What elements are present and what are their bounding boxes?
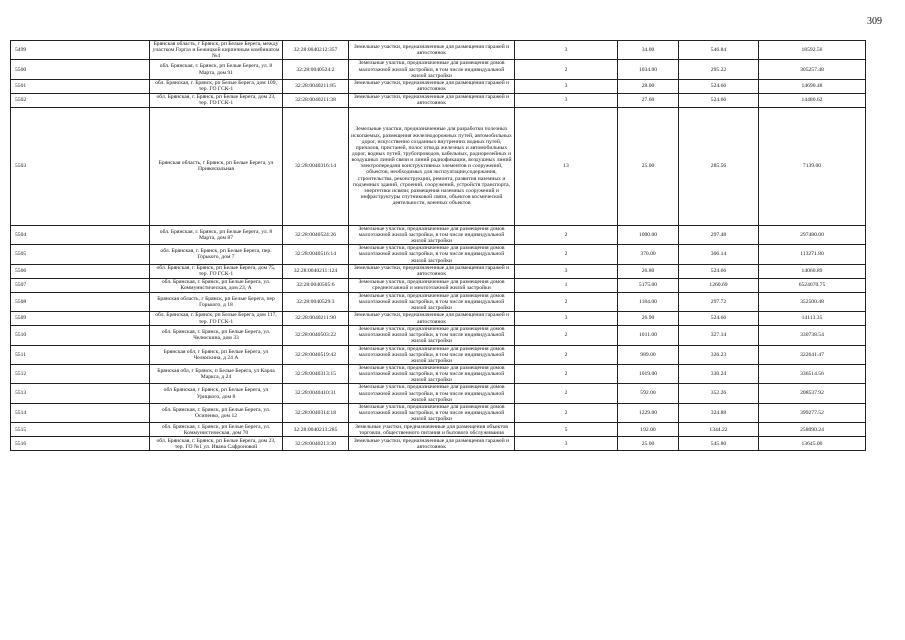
row-number: 5516 xyxy=(11,437,150,451)
land-purpose-cell: Земельные участки, предназначенные для размещения домов малоэтажной жилой застройки, в том числе индивидуальной жилой застройки xyxy=(349,245,515,264)
cadastral-number-cell: 32:28:0040211:85 xyxy=(283,79,349,93)
area-cell: 26.80 xyxy=(618,264,679,278)
specific-value-cell: 297.48 xyxy=(679,225,759,244)
cadastral-number-cell: 32:28:0040316:14 xyxy=(283,107,349,225)
group-cell: 3 xyxy=(515,93,618,107)
address-cell: обл. Брянская, г. Брянск, рп Белые Берега, ул. Коммунистическая, дом 23, А xyxy=(150,278,283,292)
address-cell: Брянская область, г Брянск, рп Белые Берега, между участком Горгаз и Бежицкой кирпичным комбинатом №4 xyxy=(150,41,283,60)
specific-value-cell: 524.66 xyxy=(679,312,759,326)
table-row xyxy=(11,364,866,383)
specific-value-cell: 324.88 xyxy=(679,403,759,422)
land-parcel-table xyxy=(10,40,866,451)
specific-value-cell: 326.23 xyxy=(679,345,759,364)
group-cell: 3 xyxy=(515,264,618,278)
land-purpose-cell: Земельные участки, предназначенные для размещения гаражей и автостоянок xyxy=(349,264,515,278)
group-cell: 1 xyxy=(515,278,618,292)
group-cell: 2 xyxy=(515,245,618,264)
cadastral-value-cell: 399277.52 xyxy=(759,403,866,422)
cadastral-number-cell: 32:28:0040410:31 xyxy=(283,384,349,403)
land-purpose-cell: Земельные участки, предназначенные для размещения гаражей и автостоянок xyxy=(349,79,515,93)
land-purpose-cell: Земельные участки, предназначенные для размещения домов малоэтажной жилой застройки, в том числе индивидуальной жилой застройки xyxy=(349,326,515,345)
land-purpose-cell: Земельные участки, предназначенные для размещения домов малоэтажной жилой застройки, в том числе индивидуальной жилой застройки xyxy=(349,225,515,244)
land-purpose-cell: Земельные участки, предназначенные для размещения домов малоэтажной жилой застройки, в том числе индивидуальной жилой застройки xyxy=(349,60,515,79)
group-cell: 2 xyxy=(515,364,618,383)
group-cell: 2 xyxy=(515,403,618,422)
land-purpose-cell: Земельные участки, предназначенные для размещения гаражей и автостоянок xyxy=(349,41,515,60)
address-cell: обл. Брянская, г. Брянск, рп Белые Берега, ул. 8 Марта, дом 87 xyxy=(150,225,283,244)
area-cell: 26.90 xyxy=(618,312,679,326)
address-cell: обл. Брянская, г. Брянск, рп Белые Берега, дом 117, тер. ГО ГСК-1 xyxy=(150,312,283,326)
land-purpose-cell: Земельные участки, предназначенные для размещения домов малоэтажной жилой застройки, в том числе индивидуальной жилой застройки xyxy=(349,292,515,311)
address-cell: обл. Брянская, г. Брянск, рп Белые Берега, ул. 8 Марта, дом 91 xyxy=(150,60,283,79)
specific-value-cell: 352.26 xyxy=(679,384,759,403)
row-number: 5505 xyxy=(11,245,150,264)
table-body xyxy=(11,41,866,451)
address-cell: Брянская обл, г Брянск, рп Белые Берега, ул Челюскина, д 24 А xyxy=(150,345,283,364)
area-cell: 1000.00 xyxy=(618,225,679,244)
specific-value-cell: 546.84 xyxy=(679,41,759,60)
table-row xyxy=(11,264,866,278)
table-row xyxy=(11,245,866,264)
group-cell: 2 xyxy=(515,225,618,244)
land-purpose-cell: Земельные участки, предназначенные для размещения домов малоэтажной жилой застройки, в том числе индивидуальной жилой застройки xyxy=(349,403,515,422)
row-number: 5511 xyxy=(11,345,150,364)
specific-value-cell: 297.72 xyxy=(679,292,759,311)
cadastral-value-cell: 13645.00 xyxy=(759,437,866,451)
address-cell: обл Брянская, г Брянск, рп Белые Берега, ул Урицкого, дом 8 xyxy=(150,384,283,403)
cadastral-value-cell: 14060.89 xyxy=(759,264,866,278)
group-cell: 2 xyxy=(515,345,618,364)
table-row xyxy=(11,292,866,311)
table-row xyxy=(11,403,866,422)
table-row xyxy=(11,423,866,437)
land-purpose-cell: Земельные участки, предназначенные для размещения домов малоэтажной жилой застройки, в том числе индивидуальной жилой застройки xyxy=(349,364,515,383)
cadastral-number-cell: 32:28:0040212:357 xyxy=(283,41,349,60)
area-cell: 1019.00 xyxy=(618,364,679,383)
table-row xyxy=(11,345,866,364)
address-cell: обл. Брянская, г. Брянск, рп Белые Берега, дом 23, тер. ГО №1 ул. Ивана Сафроновой xyxy=(150,437,283,451)
cadastral-value-cell: 336514.56 xyxy=(759,364,866,383)
cadastral-number-cell: 32:28:0040524:2 xyxy=(283,60,349,79)
group-cell: 3 xyxy=(515,79,618,93)
area-cell: 1229.00 xyxy=(618,403,679,422)
land-purpose-cell: Земельные участки, предназначенные для размещения домов малоэтажной жилой застройки, в том числе индивидуальной жилой застройки xyxy=(349,384,515,403)
area-cell: 5175.00 xyxy=(618,278,679,292)
address-cell: обл. Брянская, г. Брянск, рп Белые Берега, ул. Осипенко, дом 12 xyxy=(150,403,283,422)
land-purpose-cell: Земельные участки, предназначенные для размещения гаражей и автостоянок xyxy=(349,437,515,451)
cadastral-value-cell: 113271.80 xyxy=(759,245,866,264)
table-row xyxy=(11,326,866,345)
group-cell: 2 xyxy=(515,60,618,79)
group-cell: 3 xyxy=(515,437,618,451)
address-cell: Брянская область, г Брянск, рп Белые Берега, пер Горького, д 18 xyxy=(150,292,283,311)
row-number: 5508 xyxy=(11,292,150,311)
area-cell: 192.00 xyxy=(618,423,679,437)
row-number: 5500 xyxy=(11,60,150,79)
cadastral-value-cell: 14113.35 xyxy=(759,312,866,326)
cadastral-value-cell: 208537.92 xyxy=(759,384,866,403)
specific-value-cell: 524.66 xyxy=(679,264,759,278)
land-purpose-cell: Земельные участки, предназначенные для размещения объектов торговли, общественного питания и бытового обслуживания xyxy=(349,423,515,437)
cadastral-number-cell: 32:28:0040516:14 xyxy=(283,245,349,264)
land-purpose-cell: Земельные участки, предназначенные для размещения домов среднеэтажной и многоэтажной жилой застройки xyxy=(349,278,515,292)
cadastral-value-cell: 6524070.75 xyxy=(759,278,866,292)
area-cell: 1184.00 xyxy=(618,292,679,311)
area-cell: 25.00 xyxy=(618,107,679,225)
area-cell: 25.00 xyxy=(618,437,679,451)
area-cell: 592.00 xyxy=(618,384,679,403)
area-cell: 370.00 xyxy=(618,245,679,264)
cadastral-number-cell: 32:28:0040313:15 xyxy=(283,364,349,383)
area-cell: 989.00 xyxy=(618,345,679,364)
area-cell: 1034.00 xyxy=(618,60,679,79)
row-number: 5512 xyxy=(11,364,150,383)
specific-value-cell: 524.66 xyxy=(679,93,759,107)
cadastral-value-cell: 330738.54 xyxy=(759,326,866,345)
address-cell: обл. Брянская, г. Брянск, рп Белые Берега, ул. Коммунистическая, дом 70 xyxy=(150,423,283,437)
cadastral-value-cell: 297480.00 xyxy=(759,225,866,244)
cadastral-value-cell: 305257.48 xyxy=(759,60,866,79)
table-row xyxy=(11,107,866,225)
specific-value-cell: 545.80 xyxy=(679,437,759,451)
land-purpose-cell: Земельные участки, предназначенные для размещения домов малоэтажной жилой застройки, в том числе индивидуальной жилой застройки xyxy=(349,345,515,364)
cadastral-value-cell: 258090.24 xyxy=(759,423,866,437)
group-cell: 2 xyxy=(515,384,618,403)
group-cell: 2 xyxy=(515,292,618,311)
table-row xyxy=(11,60,866,79)
cadastral-number-cell: 32:28:0040213:30 xyxy=(283,437,349,451)
row-number: 5501 xyxy=(11,79,150,93)
cadastral-value-cell: 322641.47 xyxy=(759,345,866,364)
page-number: 309 xyxy=(867,16,882,27)
table-row xyxy=(11,278,866,292)
cadastral-number-cell: 32:28:0040505:6 xyxy=(283,278,349,292)
land-purpose-cell: Земельные участки, предназначенные для разработки полезных ископаемых, размещения железнодорожных путей, автомобильных дорог, искусственно созданных внутренних водных путей, причалов, пристаней, полос отвода железных и автомобильных дорог, водных путей, трубопроводов, кабельных, радиорелейных и воздушных линий связи и линий радиофикации, воздушных линий электропередачи конструктивных элементов и сооружений, объектов, необходимых для эксплуатации,содержания, строительства, реконструкции, ремонта, развития наземных и подземных зданий, строений, сооружений, устройств транспорта, энергетики исвязи; размещения наземных сооружений и инфраструктуры спутниковой связи, объектов космической деятельности, военных объектов xyxy=(349,107,515,225)
specific-value-cell: 1344.22 xyxy=(679,423,759,437)
row-number: 5504 xyxy=(11,225,150,244)
specific-value-cell: 330.24 xyxy=(679,364,759,383)
table-row xyxy=(11,79,866,93)
address-cell: обл. Брянская, г. Брянск, рп Белые Берега, дом 109, тер. ГО ГСК-1 xyxy=(150,79,283,93)
table-row xyxy=(11,41,866,60)
cadastral-number-cell: 32:28:0040519:42 xyxy=(283,345,349,364)
table-row xyxy=(11,437,866,451)
land-purpose-cell: Земельные участки, предназначенные для размещения гаражей и автостоянок xyxy=(349,312,515,326)
table-row xyxy=(11,312,866,326)
row-number: 5507 xyxy=(11,278,150,292)
cadastral-number-cell: 32:28:0040213:285 xyxy=(283,423,349,437)
cadastral-value-cell: 18592.56 xyxy=(759,41,866,60)
cadastral-value-cell: 14690.48 xyxy=(759,79,866,93)
row-number: 5513 xyxy=(11,384,150,403)
area-cell: 27.60 xyxy=(618,93,679,107)
row-number: 5499 xyxy=(11,41,150,60)
address-cell: Брянская обл, г Брянск, п Белые Берега, ул Карла Маркса, д 24 xyxy=(150,364,283,383)
land-purpose-cell: Земельные участки, предназначенные для размещения гаражей и автостоянок xyxy=(349,93,515,107)
specific-value-cell: 285.56 xyxy=(679,107,759,225)
area-cell: 28.00 xyxy=(618,79,679,93)
cadastral-number-cell: 32:28:0040211:124 xyxy=(283,264,349,278)
group-cell: 3 xyxy=(515,41,618,60)
cadastral-value-cell: 7139.00 xyxy=(759,107,866,225)
address-cell: обл. Брянская, г. Брянск, рп Белые Берега, дом 23, тер. ГО ГСК-1 xyxy=(150,93,283,107)
cadastral-number-cell: 32:28:0040529:3 xyxy=(283,292,349,311)
specific-value-cell: 306.14 xyxy=(679,245,759,264)
cadastral-number-cell: 32:28:0040524:26 xyxy=(283,225,349,244)
cadastral-number-cell: 32:28:0040314:18 xyxy=(283,403,349,422)
row-number: 5509 xyxy=(11,312,150,326)
address-cell: Брянская область, г Брянск, рп Белые Берега, ул Привокзальная xyxy=(150,107,283,225)
specific-value-cell: 327.14 xyxy=(679,326,759,345)
row-number: 5502 xyxy=(11,93,150,107)
row-number: 5510 xyxy=(11,326,150,345)
row-number: 5503 xyxy=(11,107,150,225)
table-row xyxy=(11,225,866,244)
address-cell: обл. Брянская, г. Брянск, рп Белые Берега, дом 75, тер. ГО ГСК-1 xyxy=(150,264,283,278)
cadastral-number-cell: 32:28:0040503:22 xyxy=(283,326,349,345)
table-row xyxy=(11,384,866,403)
specific-value-cell: 1260.69 xyxy=(679,278,759,292)
group-cell: 3 xyxy=(515,312,618,326)
cadastral-number-cell: 32:28:0040211:90 xyxy=(283,312,349,326)
specific-value-cell: 295.22 xyxy=(679,60,759,79)
address-cell: обл. Брянская, г. Брянск, рп Белые Берега, ул. Челюскина, дом 33 xyxy=(150,326,283,345)
group-cell: 2 xyxy=(515,326,618,345)
cadastral-value-cell: 352500.48 xyxy=(759,292,866,311)
row-number: 5506 xyxy=(11,264,150,278)
specific-value-cell: 524.66 xyxy=(679,79,759,93)
cadastral-number-cell: 32:28:0040211:38 xyxy=(283,93,349,107)
group-cell: 13 xyxy=(515,107,618,225)
cadastral-value-cell: 14480.62 xyxy=(759,93,866,107)
table-row xyxy=(11,93,866,107)
row-number: 5514 xyxy=(11,403,150,422)
group-cell: 5 xyxy=(515,423,618,437)
area-cell: 34.00 xyxy=(618,41,679,60)
area-cell: 1011.00 xyxy=(618,326,679,345)
address-cell: обл. Брянская, г. Брянск, рп Белые Берега, пер. Горького, дом 7 xyxy=(150,245,283,264)
row-number: 5515 xyxy=(11,423,150,437)
